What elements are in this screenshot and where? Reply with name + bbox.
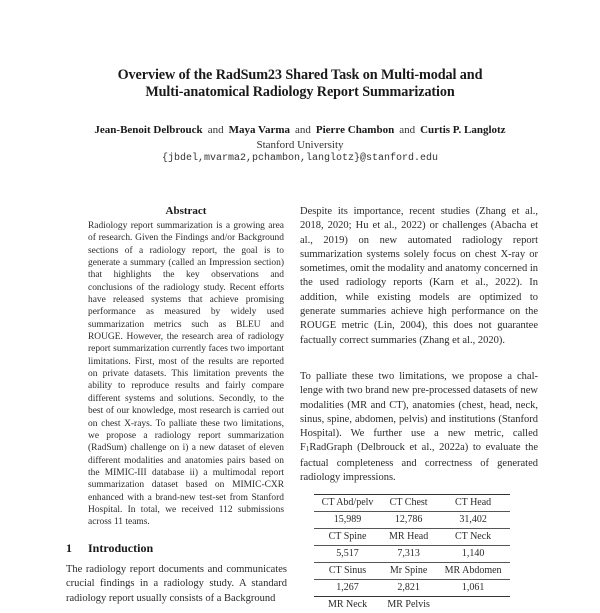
title-line-2: Multi-anatomical Radiology Report Summarization: [0, 84, 600, 101]
table-header-row: [314, 563, 510, 580]
table-cell-value: 1,267: [314, 580, 381, 597]
table-cell-label: CT Head: [436, 495, 510, 512]
table-cell-value: 5,517: [314, 546, 381, 563]
table-header-row: [314, 597, 510, 613]
table-cell-label: [436, 597, 510, 613]
paragraph-text: RadGraph (Delbrouck et al., 2022a) to evaluate the factual completeness and correctness of generated radiology impressions.: [300, 442, 538, 483]
dataset-statistics-table: [314, 494, 510, 613]
table-cell-label: CT Chest: [381, 495, 436, 512]
table-cell-value: 7,313: [381, 546, 436, 563]
table-cell-value: 2,821: [381, 580, 436, 597]
table-cell-label: MR Pelvis: [381, 597, 436, 613]
metric-subscript: 1: [306, 445, 310, 453]
table-cell-value: 15,989: [314, 512, 381, 529]
author-emails: {jbdel,mvarma2,pchambon,langlotz}@stanford.edu: [0, 152, 600, 166]
table-header-row: [314, 529, 510, 546]
section-title: Introduction: [88, 541, 153, 555]
table-cell-value: 31,402: [436, 512, 510, 529]
abstract-body: Radiology report summarization is a growing area of research. Given the Findings and/or Background sections of a radiology report, the goal is to generate a summary (called an Impression section) that highlights the key observations and conclusions of the radiology study. Recent efforts have released systems that achieve promising performance as measured by widely used summarization metrics such as BLEU and ROUGE. However, the research area of radiology report summarization currently faces two important limitations. First, most of the results are reported on private datasets. This limitation prevents the ability to reproduce results and fairly compare different systems and solutions. Secondly, to the best of our knowledge, most research is carried out on chest X-rays. To palliate these two limitations, we propose a radiology report summarization (RadSum) challenge on i) a new dataset of eleven different modalities and anatomies pairs based on the MIMIC-III database ii) a multimodal report summarization dataset based on MIMIC-CXR enhanced with a brand-new test-set from Stanford Hospital. In total, we received 112 submissions across 11 teams.: [88, 220, 284, 529]
table-cell-label: CT Abd/pelv: [314, 495, 381, 512]
table-cell-label: MR Neck: [314, 597, 381, 613]
table-value-row: [314, 546, 510, 563]
author-separator: and: [399, 124, 415, 136]
table-value-row: [314, 512, 510, 529]
abstract-heading: Abstract: [88, 205, 284, 217]
title-line-1: Overview of the RadSum23 Shared Task on Multi-modal and: [0, 67, 600, 84]
author-name: Maya Varma: [229, 124, 290, 136]
right-column-paragraph-1: Despite its importance, recent studies (Zhang et al., 2018, 2020; Hu et al., 2022) or challenges (Abacha et al., 2019) on new automated radiology report summarization systems solely focus on chest X-ray or sometimes, omit the modality and anatomy concerned in the used radiology reports (Karn et al., 2022). In addition, while existing models are optimized to generate summaries achieve high performance on the ROUGE metric (Lin, 2004), this does not guarantee factually correct summaries (Zhang et al., 2020).: [300, 205, 538, 348]
author-list: [0, 123, 600, 137]
table-value-row: [314, 580, 510, 597]
paper-title: [0, 67, 600, 100]
paragraph-text: To palliate these two limitations, we propose a challenge with two brand new pre-processed datasets of new modalities (MR and CT), anatomies (chest, head, neck, sinus, spine, abdomen, pelvis) and institutions (Stanford Hospital). We further use a new metric, called F: [300, 371, 538, 453]
table-cell-label: MR Abdomen: [436, 563, 510, 580]
table-header-row: [314, 495, 510, 512]
author-name: Curtis P. Langlotz: [420, 124, 505, 136]
table-cell-label: MR Head: [381, 529, 436, 546]
table-cell-value: 12,786: [381, 512, 436, 529]
table-cell-value: 1,061: [436, 580, 510, 597]
table-cell-label: CT Spine: [314, 529, 381, 546]
author-name: Jean-Benoit Delbrouck: [94, 124, 202, 136]
author-separator: and: [208, 124, 224, 136]
table-cell-label: CT Sinus: [314, 563, 381, 580]
affiliation: Stanford University: [0, 138, 600, 152]
table-cell-value: 1,140: [436, 546, 510, 563]
table-cell-label: Mr Spine: [381, 563, 436, 580]
section-heading-introduction: [66, 541, 153, 556]
right-column-paragraph-2: [300, 370, 538, 485]
table-cell-label: CT Neck: [436, 529, 510, 546]
introduction-paragraph: The radiology report documents and communicates crucial findings in a radiology study. A standard radiology report usually consists of a Background: [66, 563, 287, 606]
author-name: Pierre Chambon: [316, 124, 394, 136]
author-separator: and: [295, 124, 311, 136]
section-number: 1: [66, 541, 88, 556]
